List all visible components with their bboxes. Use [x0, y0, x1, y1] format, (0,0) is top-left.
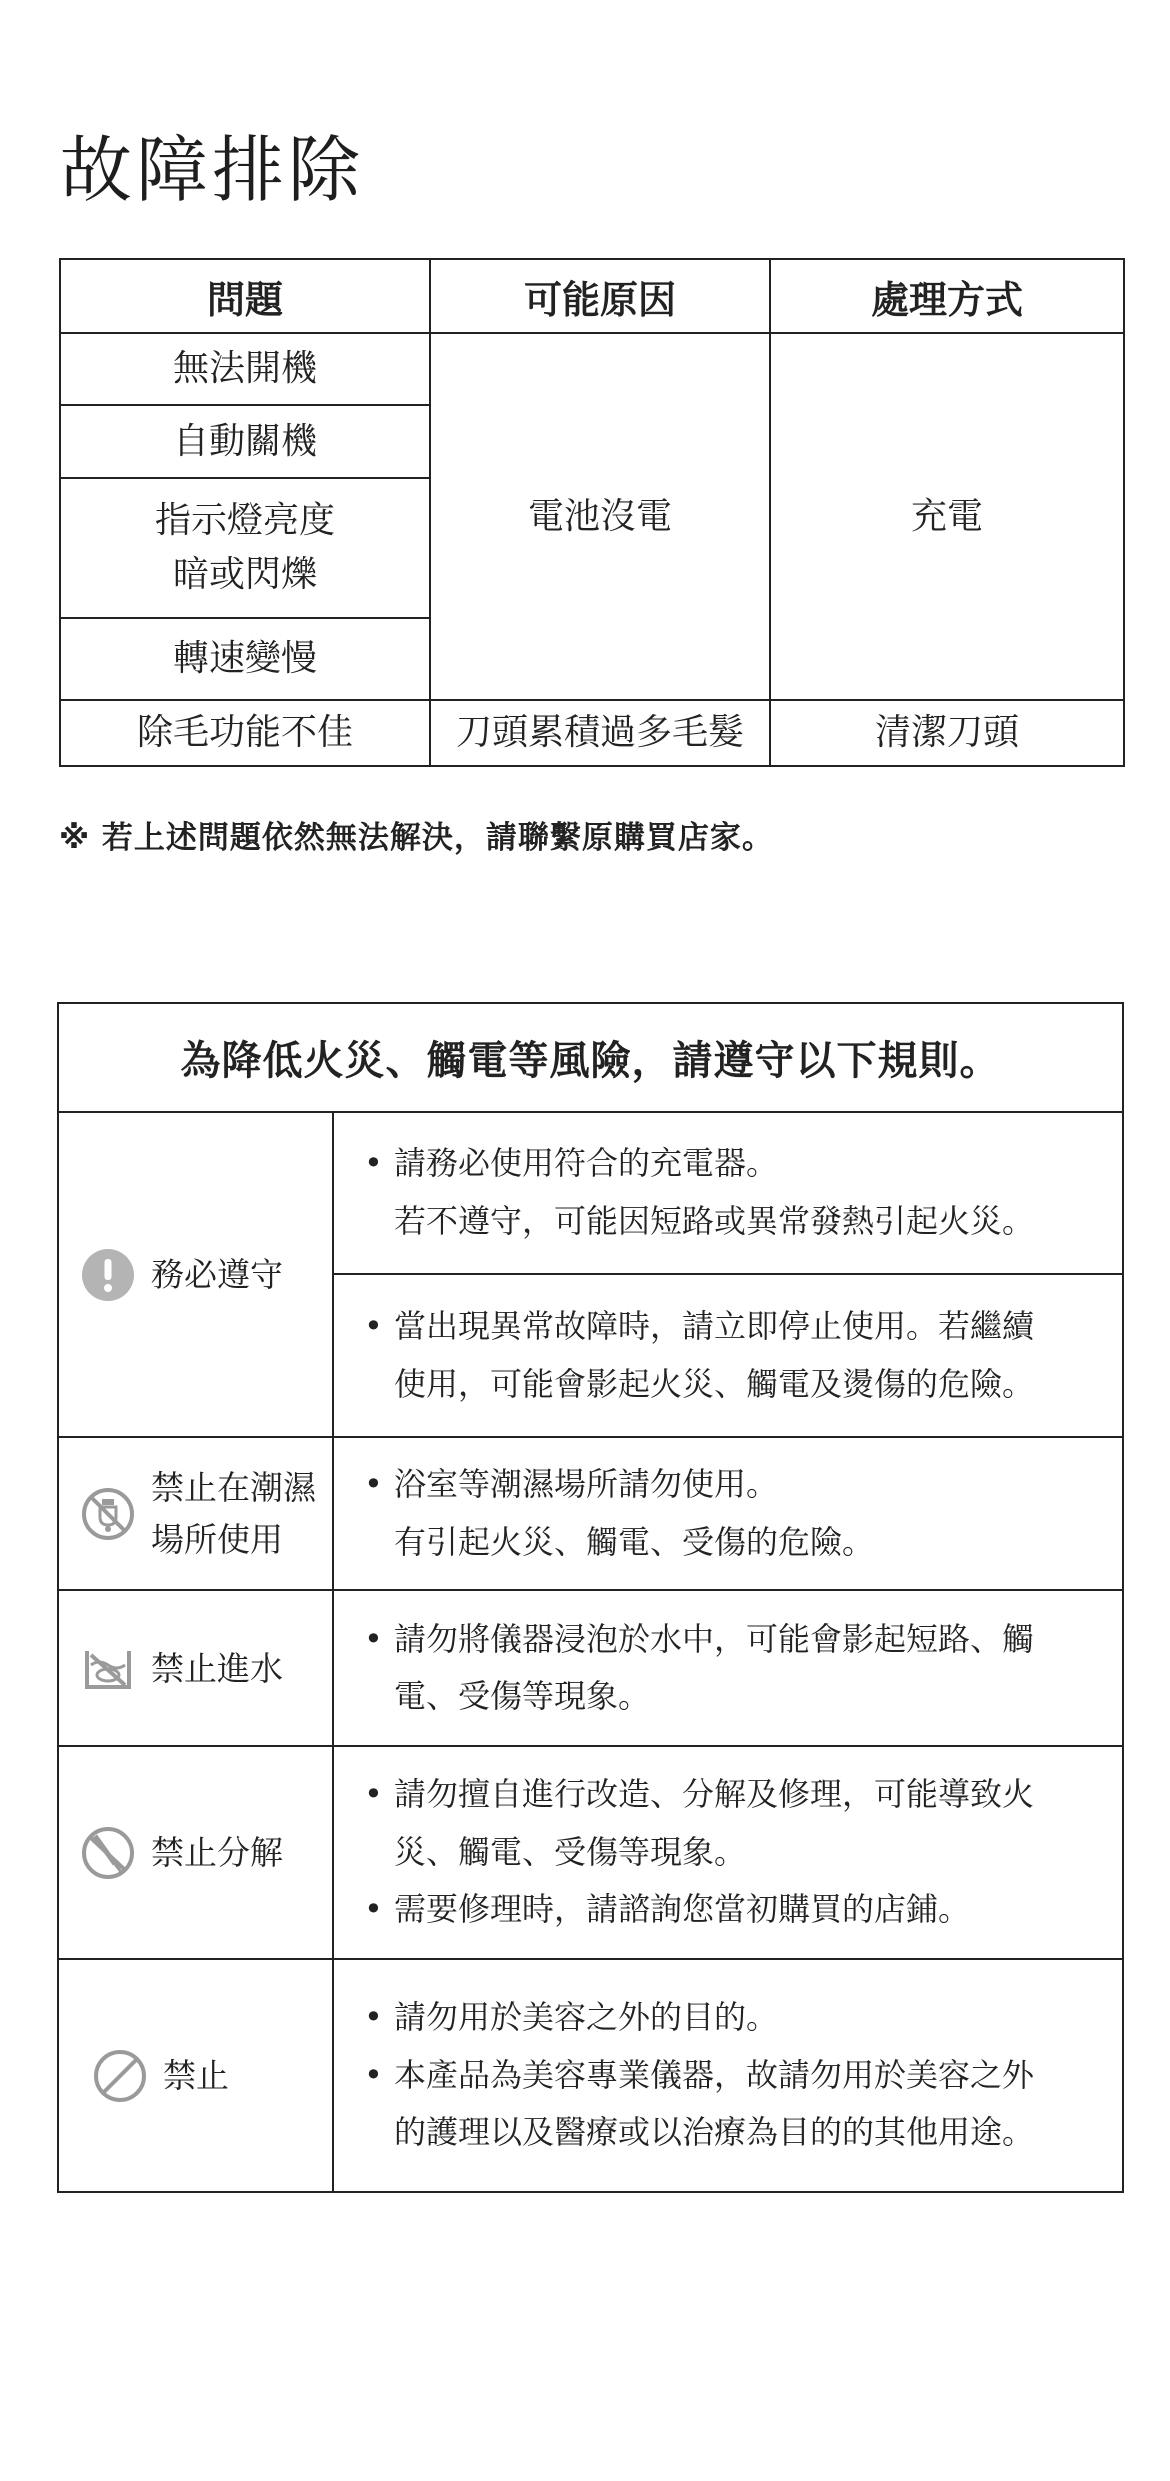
- table-header-row: [60, 259, 1124, 333]
- safety-row-no-water: [58, 1590, 1123, 1746]
- header-cause: 可能原因: [430, 259, 770, 333]
- rule-item: • 請勿將儀器浸泡於水中，可能會影起短路、觸 電、受傷等現象。: [362, 1611, 1102, 1726]
- no-water-icon: [81, 1641, 135, 1695]
- safety-rules-table: [57, 1002, 1124, 2193]
- prohibited-icon: [93, 2049, 147, 2103]
- table-row: [60, 333, 1124, 405]
- safety-row-no-disassemble: [58, 1746, 1123, 1959]
- cause-cell: 電池沒電: [430, 333, 770, 700]
- safety-row-must-follow: [58, 1112, 1123, 1274]
- problem-cell: 除毛功能不佳: [60, 700, 430, 766]
- rule-label: 禁止分解: [151, 1833, 283, 1873]
- rule-item: • 當出現異常故障時，請立即停止使用。若繼續 使用，可能會影起火災、觸電及燙傷的危險。: [362, 1298, 1102, 1413]
- cause-cell: 刀頭累積過多毛髮: [430, 700, 770, 766]
- rule-item: • 請勿用於美容之外的目的。: [362, 1989, 1102, 2047]
- rule-item: • 請務必使用符合的充電器。 若不遵守，可能因短路或異常發熱引起火災。: [362, 1135, 1102, 1250]
- problem-cell: 自動關機: [60, 405, 430, 478]
- problem-cell: 轉速變慢: [60, 618, 430, 700]
- rule-item: • 需要修理時，請諮詢您當初購買的店鋪。: [362, 1881, 1102, 1939]
- safety-row-no-humid: [58, 1437, 1123, 1590]
- header-problem: 問題: [60, 259, 430, 333]
- problem-cell: 無法開機: [60, 333, 430, 405]
- safety-header: 為降低火災、觸電等風險，請遵守以下規則。: [58, 1003, 1123, 1112]
- header-solution: 處理方式: [770, 259, 1124, 333]
- support-note: ※ 若上述問題依然無法解決，請聯繫原購買店家。: [59, 820, 774, 856]
- solution-cell: 充電: [770, 333, 1124, 700]
- no-bath-icon: [81, 1487, 135, 1541]
- rule-label: 禁止在潮濕 場所使用: [151, 1468, 316, 1559]
- safety-row-prohibited: [58, 1959, 1123, 2192]
- rule-item: • 本產品為美容專業儀器，故請勿用於美容之外 的護理以及醫療或以治療為目的的其他用途。: [362, 2047, 1102, 2162]
- page-title: 故障排除: [60, 128, 365, 212]
- problem-cell: 指示燈亮度 暗或閃爍: [60, 478, 430, 618]
- solution-cell: 清潔刀頭: [770, 700, 1124, 766]
- table-row: [60, 700, 1124, 766]
- no-disassemble-icon: [81, 1826, 135, 1880]
- exclamation-icon: [81, 1248, 135, 1302]
- rule-item: • 浴室等潮濕場所請勿使用。 有引起火災、觸電、受傷的危險。: [362, 1456, 1102, 1571]
- rule-label: 禁止進水: [151, 1648, 283, 1688]
- rule-item: • 請勿擅自進行改造、分解及修理，可能導致火 災、觸電、受傷等現象。: [362, 1766, 1102, 1881]
- rule-label: 務必遵守: [151, 1254, 283, 1294]
- rule-label: 禁止: [163, 2056, 229, 2096]
- troubleshooting-table: [59, 258, 1125, 767]
